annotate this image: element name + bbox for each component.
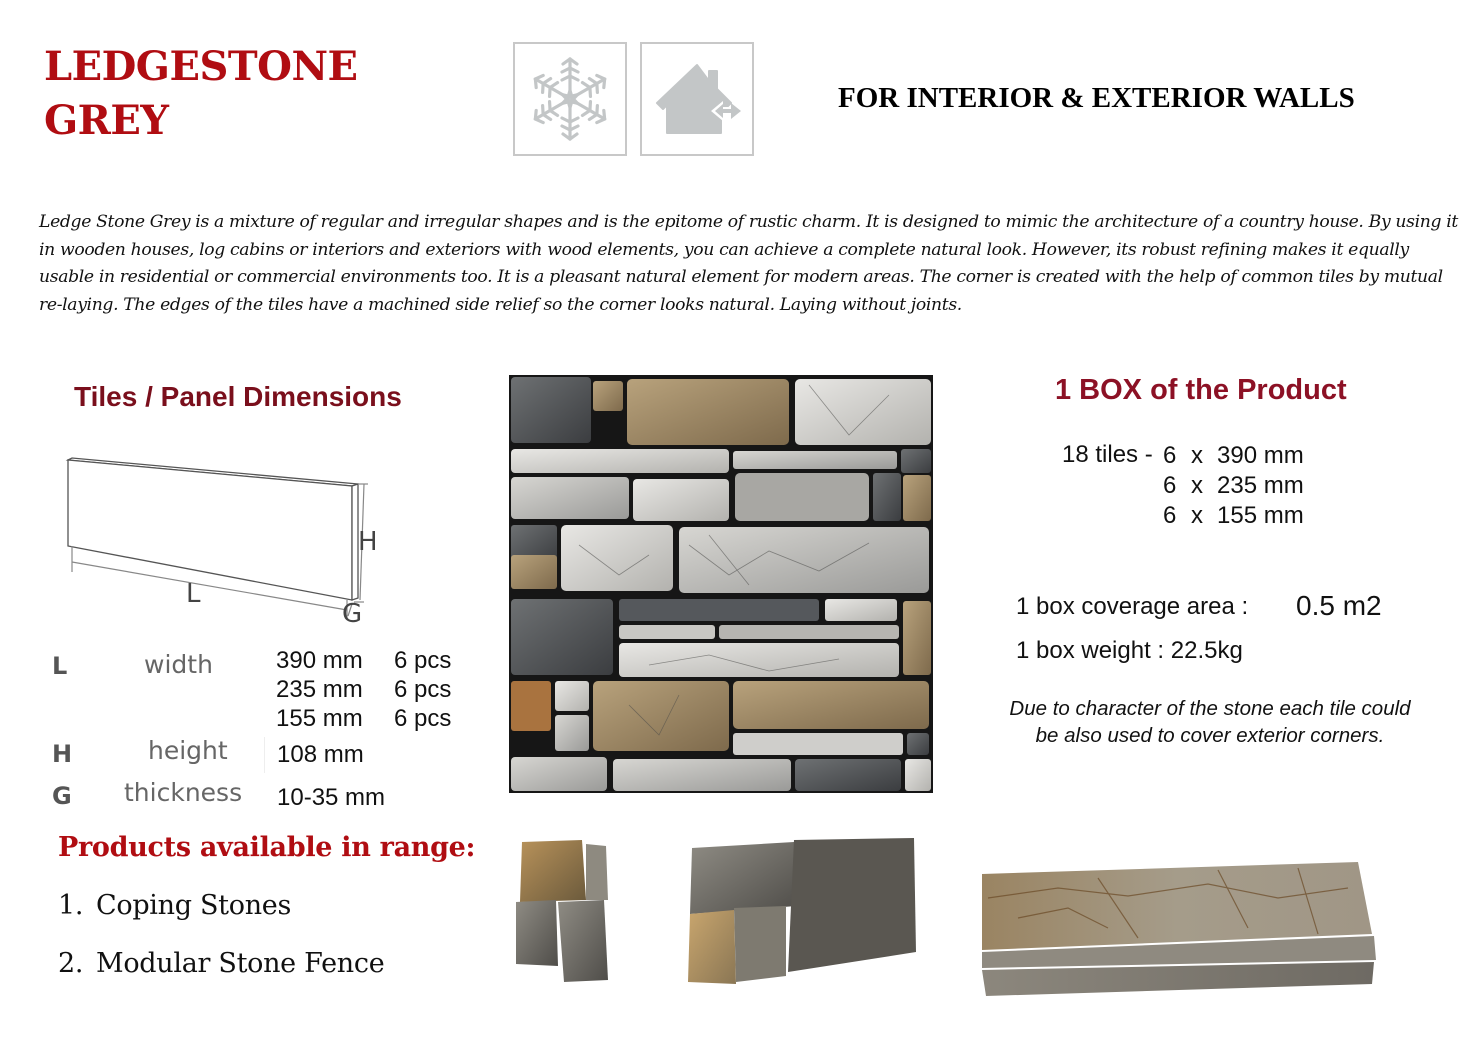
corner-tiles-photo [512,836,922,986]
diagram-label-height: H [358,527,378,557]
range-item-label: Modular Stone Fence [96,948,385,979]
frost-resistant-badge [513,42,627,156]
width-qty: 6 pcs [394,647,452,674]
dimensions-heading: Tiles / Panel Dimensions [74,381,402,412]
product-title [44,40,358,148]
dimension-letter: H [52,740,73,768]
box-tiles-prefix: 18 tiles - [1062,441,1153,468]
product-description: Ledge Stone Grey is a mixture of regular and irregular shapes and is the epitome of rustic charm. It is designed to mimic the architecture of a country house. By using it in wooden houses, log cabins or interiors and exteriors with wood elements, you can achieve a complete natural look. However, its robust refining makes it equally usable in residential or commercial environments too. It is a pleasant natural element for modern areas. The corner is created with the help of common tiles by mutual re-laying. The edges of the tiles have a machined side relief so the corner looks natural. Laying without joints. [39,212,1458,315]
divider [264,737,265,773]
dimension-name: thickness [124,778,243,807]
box-heading: 1 BOX of the Product [1055,374,1347,406]
product-title-line2: GREY [44,97,169,144]
dimension-letter: L [52,652,68,680]
stone-wall-photo [509,375,933,793]
range-item-coping-stones [58,890,291,921]
range-item-label: Coping Stones [96,890,292,921]
height-value: 108 mm [277,741,364,768]
interior-exterior-badge [640,42,754,156]
box-note: Due to character of the stone each tile could be also used to cover exterior corners. [1009,697,1411,747]
box-weight: 1 box weight : 22.5kg [1016,637,1243,664]
box-tile-row: 6 x 155 mm [1163,502,1304,529]
range-heading: Products available in range: [58,832,476,863]
diagram-label-thickness: G [342,599,363,629]
range-item-number: 1. [58,890,84,921]
box-coverage-value: 0.5 m2 [1296,590,1382,621]
dimension-name: height [148,736,228,765]
box-tile-row: 6 x 235 mm [1163,472,1304,499]
box-coverage-label: 1 box coverage area : [1016,593,1249,620]
product-title-line1: LEDGESTONE [44,43,358,90]
width-qty: 6 pcs [394,676,452,703]
thickness-value: 10-35 mm [277,784,386,811]
stone-wall-texture [509,375,933,793]
box-tile-row: 6 x 390 mm [1163,442,1304,469]
tile-dimension-diagram [62,450,442,630]
dimension-letter: G [52,782,72,810]
width-values [276,647,476,734]
ledge-panel-photo [978,858,1378,998]
width-size: 390 mm [276,647,363,674]
usage-subtitle: FOR INTERIOR & EXTERIOR WALLS [838,82,1355,114]
width-qty: 6 pcs [394,705,452,732]
range-item-modular-stone-fence [58,948,384,979]
house-exterior-icon [651,59,743,139]
box-tiles-list [1163,441,1304,531]
snowflake-icon [525,54,615,144]
diagram-label-length: L [186,579,201,609]
width-size: 155 mm [276,705,363,732]
range-item-number: 2. [58,948,84,979]
width-size: 235 mm [276,676,363,703]
dimension-name: width [144,650,213,679]
